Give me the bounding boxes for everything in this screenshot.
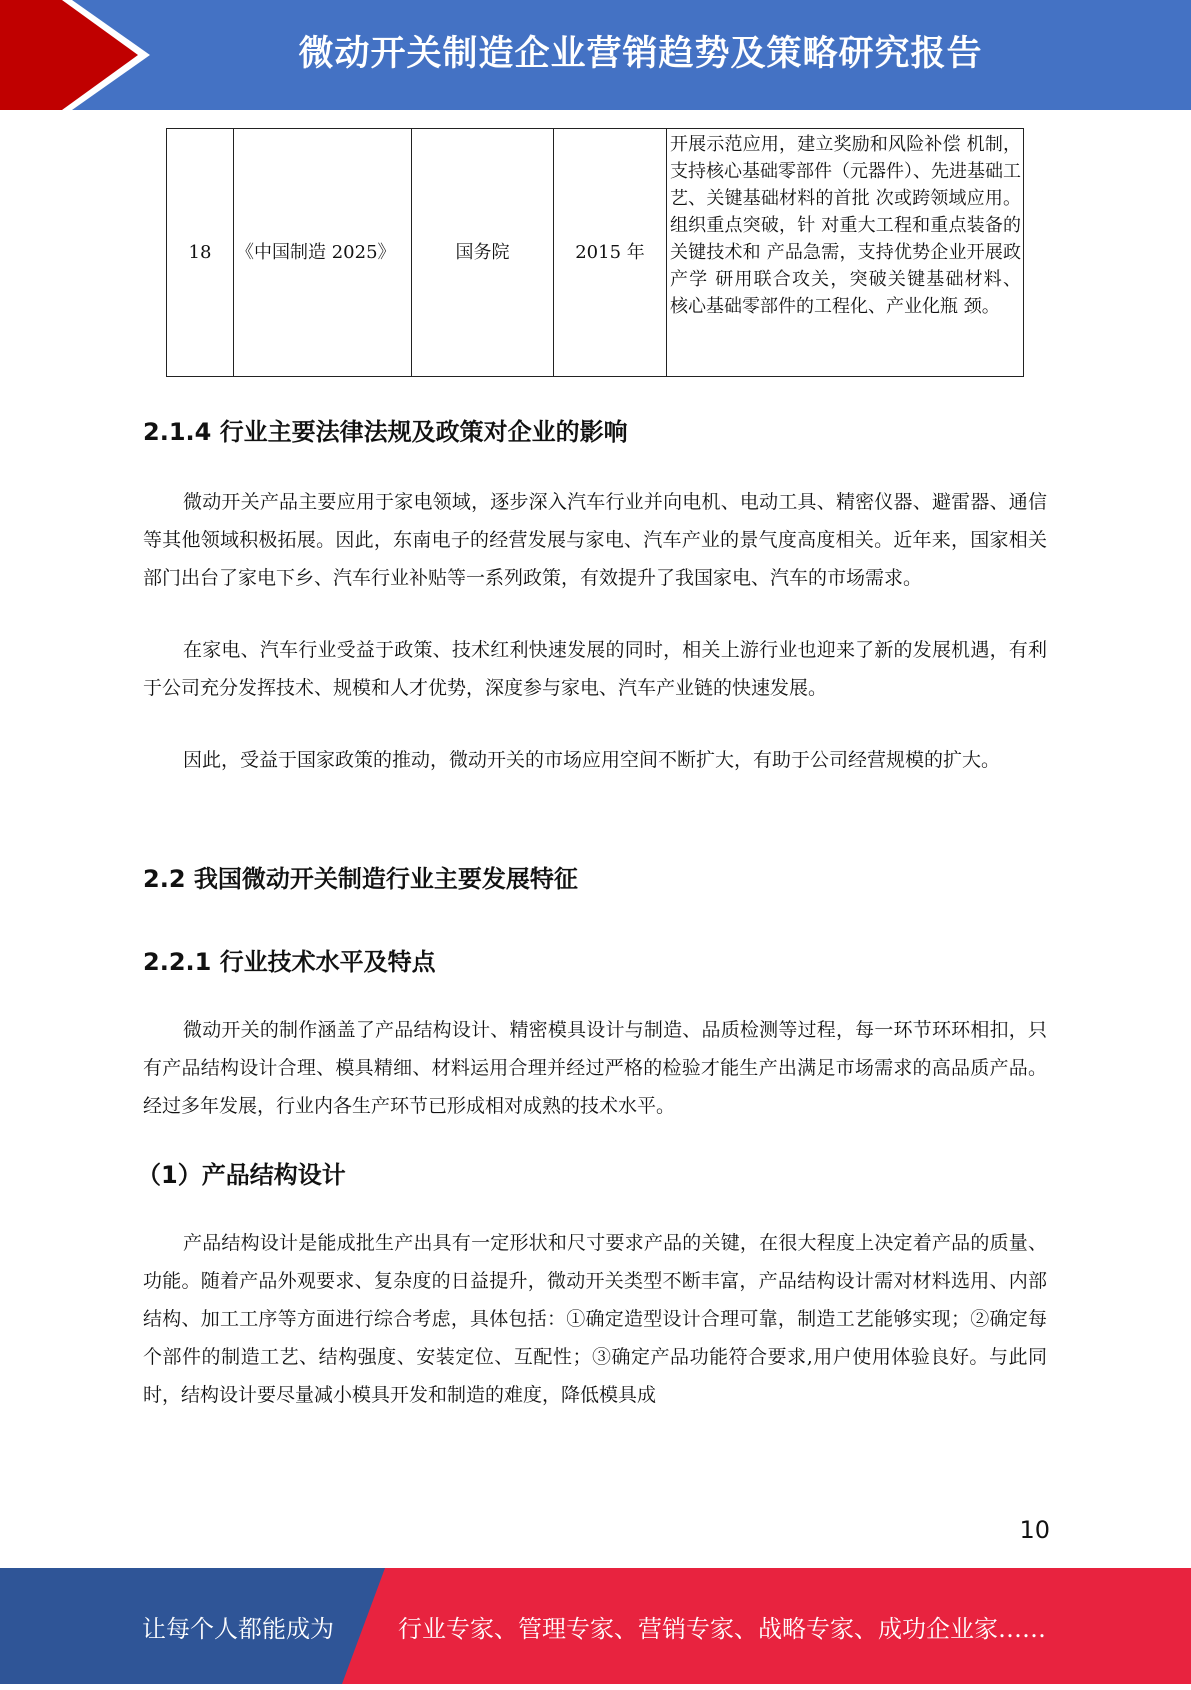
issue-year: 2015 年 <box>554 129 667 377</box>
heading-2-1-4: 2.1.4 行业主要法律法规及政策对企业的影响 <box>143 418 628 446</box>
heading-2-2: 2.2 我国微动开关制造行业主要发展特征 <box>143 865 578 893</box>
header-chevron <box>0 0 138 110</box>
page-footer <box>0 1568 1191 1684</box>
heading-product-structure-design: （1）产品结构设计 <box>137 1161 346 1189</box>
issuing-body: 国务院 <box>412 129 554 377</box>
paragraph: 微动开关产品主要应用于家电领域，逐步深入汽车行业并向电机、电动工具、精密仪器、避雷器、通信等其他领域积极拓展。因此，东南电子的经营发展与家电、汽车产业的景气度高度相关。近年来，国家相关部门出台了家电下乡、汽车行业补贴等一系列政策，有效提升了我国家电、汽车的市场需求。 <box>143 491 1047 589</box>
document-body <box>137 400 1047 1414</box>
row-number: 18 <box>167 129 234 377</box>
footer-slogan-left: 让每个人都能成为 <box>142 1615 334 1643</box>
paragraph: 产品结构设计是能成批生产出具有一定形状和尺寸要求产品的关键，在很大程度上决定着产品的质量、功能。随着产品外观要求、复杂度的日益提升，微动开关类型不断丰富，产品结构设计需对材料选用、内部结构、加工工序等方面进行综合考虑，具体包括：①确定造型设计合理可靠，制造工艺能够实现；②确定每个部件的制造工艺、结构强度、安装定位、互配性；③确定产品功能符合要求,用户使用体验良好。与此同时，结构设计要尽量减小模具开发和制造的难度，降低模具成 <box>143 1232 1047 1406</box>
page-header <box>0 0 1191 110</box>
report-title: 微动开关制造企业营销趋势及策略研究报告 <box>298 34 983 74</box>
paragraph: 在家电、汽车行业受益于政策、技术红利快速发展的同时，相关上游行业也迎来了新的发展机遇，有利于公司充分发挥技术、规模和人才优势，深度参与家电、汽车产业链的快速发展。 <box>143 639 1047 699</box>
policy-name: 《中国制造 2025》 <box>234 129 412 377</box>
footer-slogan-right: 行业专家、管理专家、营销专家、战略专家、成功企业家…… <box>398 1615 1046 1643</box>
policy-content: 开展示范应用，建立奖励和风险补偿 机制，支持核心基础零部件（元器件）、先进基础工艺、关键基础材料的首批 次或跨领域应用。组织重点突破，针 对重大工程和重点装备的关键技术和 产品急需，支持优势企业开展政产学 研用联合攻关，突破关键基础材料、 核心基础零部件的工程化、产业化瓶 颈。 <box>667 129 1024 377</box>
policy-table <box>166 128 1024 377</box>
table-row <box>167 129 1024 377</box>
heading-2-2-1: 2.2.1 行业技术水平及特点 <box>143 948 436 976</box>
page-number: 10 <box>1019 1516 1050 1544</box>
paragraph: 因此，受益于国家政策的推动，微动开关的市场应用空间不断扩大，有助于公司经营规模的扩大。 <box>183 749 1001 771</box>
paragraph: 微动开关的制作涵盖了产品结构设计、精密模具设计与制造、品质检测等过程，每一环节环环相扣，只有产品结构设计合理、模具精细、材料运用合理并经过严格的检验才能生产出满足市场需求的高品质产品。经过多年发展，行业内各生产环节已形成相对成熟的技术水平。 <box>143 1019 1047 1117</box>
